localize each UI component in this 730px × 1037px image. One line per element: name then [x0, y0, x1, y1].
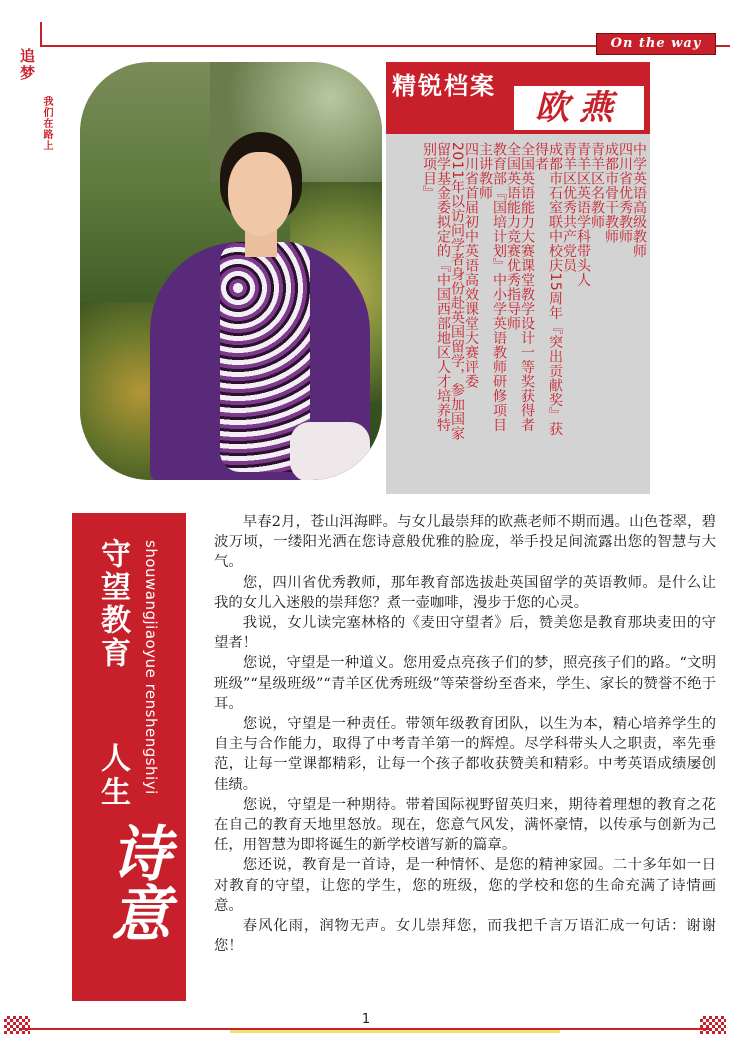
profile-line: 青羊区名教师 [589, 142, 605, 229]
article-paragraph: 春风化雨，润物无声。女儿崇拜您，而我把千言万语汇成一句话：谢谢您！ [214, 918, 716, 955]
profile-name-box [514, 86, 644, 130]
page-number: 1 [361, 1012, 371, 1027]
profile-line: 教育部『国培计划』中小学英语教师研修项目 [491, 142, 507, 432]
banner-poem: 诗意 [101, 822, 171, 942]
photo-figure-face [228, 152, 292, 236]
profile-line: 全国英语能力竞赛优秀指导师 [505, 142, 521, 331]
profile-list [392, 142, 646, 490]
corner-pattern-right [700, 1016, 726, 1034]
article-paragraph: 早春2月，苍山洱海畔。与女儿最崇拜的欧燕老师不期而遇。山色苍翠，碧波万顷，一缕阳光洒在您诗意般优雅的脸庞，举手投足间流露出您的智慧与大气。 [214, 514, 716, 571]
corner-pattern-left [4, 1016, 30, 1034]
article-paragraph: 您说，守望是一种期待。带着国际视野留英归来，期待着理想的教育之花在自己的教育天地里怒放。现在，您意气风发，满怀豪情，以传承与创新为己任，用智慧为即将诞生的新学校谱写新的篇章。 [214, 796, 716, 854]
profile-line: 全国英语能力大赛课堂教学设计一等奖获得者 [519, 142, 535, 432]
side-title: 追梦 [18, 48, 36, 82]
profile-line: 四川省首届初中英语高效课堂大赛评委 [463, 142, 479, 389]
side-subtitle: 我们在路上 [41, 96, 52, 151]
profile-line: 别项目』 [421, 142, 437, 200]
article-paragraph: 您还说，教育是一首诗，是一种情怀、是您的精神家园。二十多年如一日对教育的守望，让您的学生，您的班级，您的学校和您的生命充满了诗情画意。 [214, 857, 716, 914]
article-paragraph: 我说，女儿读完塞林格的《麦田守望者》后，赞美您是教育那块麦田的守望者！ [214, 615, 716, 652]
profile-label: 精锐档案 [392, 72, 496, 100]
profile-name: 欧燕 [535, 88, 623, 128]
article-paragraph: 您说，守望是一种道义。您用爱点亮孩子们的梦，照亮孩子们的路。“文明班级”“星级班级”“青羊区优秀班级”等荣誉纷至沓来，学生、家长的赞誉不绝于耳。 [214, 655, 716, 712]
banner-title-line1: 守望教育 [95, 538, 130, 670]
top-rule-tick [40, 22, 42, 47]
profile-line: 中学英语高级教师 [631, 142, 647, 258]
profile-line: 成都市石室联中校庆15周年『突出贡献奖』获 [547, 142, 563, 437]
bottom-accent-bar [230, 1030, 560, 1033]
profile-line: 青羊区优秀共产党员 [561, 142, 577, 273]
profile-line: 四川省优秀教师 [617, 142, 633, 244]
photo-figure-bag [290, 422, 370, 480]
profile-line: 2011年以访问学者身份赴英国留学，参加国家 [449, 142, 465, 441]
section-tab: On the way [596, 33, 716, 55]
profile-line: 成都市骨干教师 [603, 142, 619, 244]
profile-line: 主讲教师 [477, 142, 493, 200]
portrait-photo [80, 62, 382, 480]
banner-pinyin: shouwangjiaoyue renshengshiyi [142, 540, 160, 795]
profile-line: 留学基金委拟定的『中国西部地区人才培养特 [435, 142, 451, 432]
profile-line: 青羊区英语学科带头人 [575, 142, 591, 287]
article-paragraph: 您说，守望是一种责任。带领年级教育团队，以生为本，精心培养学生的自主与合作能力，取得了中考青羊第一的辉煌。尽学科带头人之职责，率先垂范，让每一堂课都精彩，让每一个孩子都收获赞美和精彩。中考英语成绩屡创佳绩。 [214, 716, 716, 793]
article-paragraph: 您，四川省优秀教师，那年教育部选拔赴英国留学的英语教师。是什么让我的女儿入迷般的崇拜您？煮一壶咖啡，漫步于您的心灵。 [214, 574, 716, 611]
banner-title-line2: 人生 [95, 742, 130, 810]
article-body [214, 512, 716, 956]
profile-line: 得者 [533, 142, 549, 171]
